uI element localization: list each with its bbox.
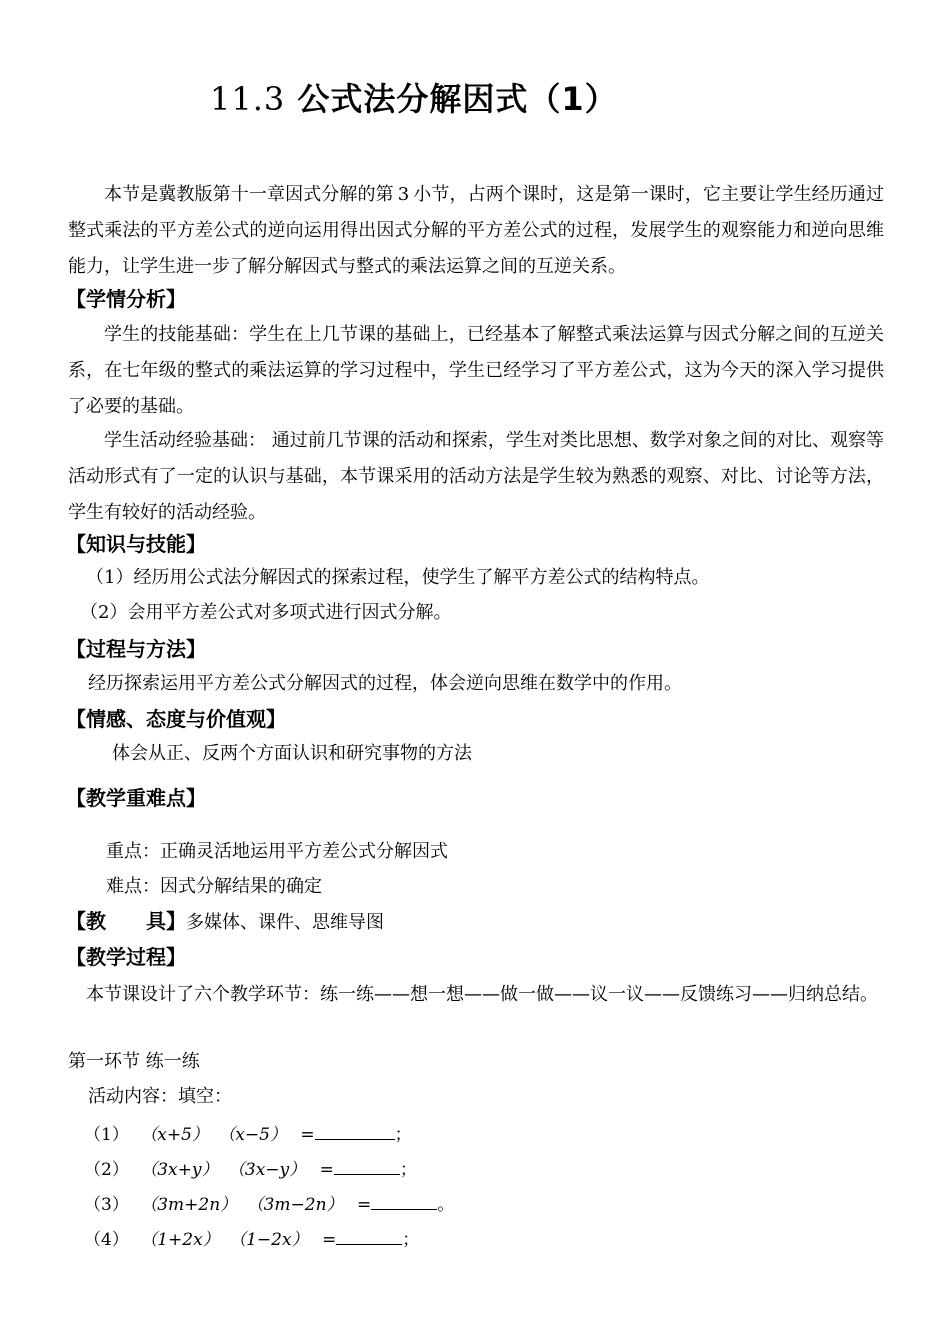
equals-sign: = — [321, 1230, 337, 1250]
intro-number: 3 — [397, 184, 410, 205]
knowledge-item-2 — [80, 601, 451, 625]
answer-blank[interactable] — [336, 1226, 402, 1245]
heading-teaching: 【教学过程】 — [66, 945, 186, 969]
exercise-number: （2） — [84, 1160, 129, 1180]
exercise-4 — [84, 1226, 419, 1252]
exercise-factor-a: （3m+2n） — [140, 1195, 238, 1215]
exercise-number: （1） — [84, 1125, 129, 1145]
knowledge-item-2-number: （2） — [80, 602, 128, 623]
heading-process: 【过程与方法】 — [66, 637, 206, 661]
exercise-1 — [84, 1121, 412, 1147]
exercise-factor-b: （3x−y） — [227, 1160, 307, 1180]
teaching-overview: 本节课设计了六个教学环节：练一练——想一想——做一做——议一议——反馈练习——归纳总结。 — [86, 984, 878, 1005]
exercise-2 — [84, 1156, 417, 1182]
emotion-text: 体会从正、反两个方面认识和研究事物的方法 — [112, 743, 472, 764]
exercise-number: （3） — [84, 1195, 129, 1215]
title-text: 公式法分解因式（1） — [297, 80, 618, 118]
heading-analysis: 【学情分析】 — [66, 287, 186, 311]
answer-blank[interactable] — [315, 1121, 395, 1140]
exercise-factor-b: （x−5） — [218, 1125, 287, 1145]
key-point-text: 重点：正确灵活地运用平方差公式分解因式 — [106, 841, 448, 862]
process-text: 经历探索运用平方差公式分解因式的过程，体会逆向思维在数学中的作用。 — [88, 673, 682, 694]
title-number: 11.3 — [210, 80, 286, 118]
exercise-terminator: ； — [394, 1125, 412, 1145]
tools-text: 多媒体、课件、思维导图 — [186, 912, 384, 933]
exercise-factor-b: （1−2x） — [229, 1230, 309, 1250]
analysis-paragraph-2: 学生活动经验基础： 通过前几节课的活动和探索，学生对类比思想、数学对象之间的对比、观察等活动形式有了一定的认识与基础，本节课采用的活动方法是学生较为熟悉的观察、对比、讨论等方法，学生有较好的活动经验。 — [68, 430, 884, 523]
exercise-terminator: 。 — [437, 1195, 455, 1215]
exercise-factor-a: （1+2x） — [140, 1230, 220, 1250]
exercise-factor-b: （3m−2n） — [246, 1195, 344, 1215]
intro-text-a: 本节是冀教版第十一章因式分解的第 — [104, 184, 394, 205]
heading-tools: 【教 具】 — [66, 909, 186, 933]
difficult-point-text: 难点：因式分解结果的确定 — [106, 876, 322, 897]
intro-paragraph — [68, 177, 884, 285]
answer-blank[interactable] — [371, 1191, 437, 1210]
knowledge-item-1-number: （1） — [86, 567, 134, 588]
exercise-3 — [84, 1191, 454, 1217]
exercise-factor-a: （3x+y） — [140, 1160, 219, 1180]
intro-text-b: 小节，占两个课时，这是第一课时，它主要让学生经历通过整式乘法的平方差公式的逆向运用得出因式分解的平方差公式的过程，发展学生的观察能力和逆向思维能力，让学生进一步了解分解因式与整式的乘法运算之间的互逆关系。 — [68, 184, 884, 277]
heading-knowledge: 【知识与技能】 — [66, 532, 206, 556]
answer-blank[interactable] — [334, 1156, 400, 1175]
tools-line — [66, 909, 384, 935]
equals-sign: = — [300, 1125, 315, 1145]
knowledge-item-1-text: 经历用公式法分解因式的探索过程，使学生了解平方差公式的结构特点。 — [133, 567, 710, 588]
equals-sign: = — [356, 1195, 372, 1215]
exercise-factor-a: （x+5） — [140, 1125, 209, 1145]
step-1-title: 第一环节 练一练 — [68, 1051, 200, 1072]
equals-sign: = — [319, 1160, 334, 1180]
heading-keypoints: 【教学重难点】 — [66, 786, 206, 810]
exercise-terminator: ； — [402, 1230, 420, 1250]
page-title — [210, 74, 618, 120]
exercise-terminator: ； — [399, 1160, 417, 1180]
analysis-paragraph-1: 学生的技能基础：学生在上几节课的基础上，已经基本了解整式乘法运算与因式分解之间的互逆关系，在七年级的整式的乘法运算的学习过程中，学生已经学习了平方差公式，这为今天的深入学习提供了必要的基础。 — [68, 324, 884, 417]
heading-emotion: 【情感、态度与价值观】 — [66, 707, 286, 731]
activity-label: 活动内容：填空： — [88, 1086, 232, 1107]
exercise-number: （4） — [84, 1230, 129, 1250]
knowledge-item-2-text: 会用平方差公式对多项式进行因式分解。 — [127, 602, 452, 623]
knowledge-item-1 — [86, 566, 709, 590]
